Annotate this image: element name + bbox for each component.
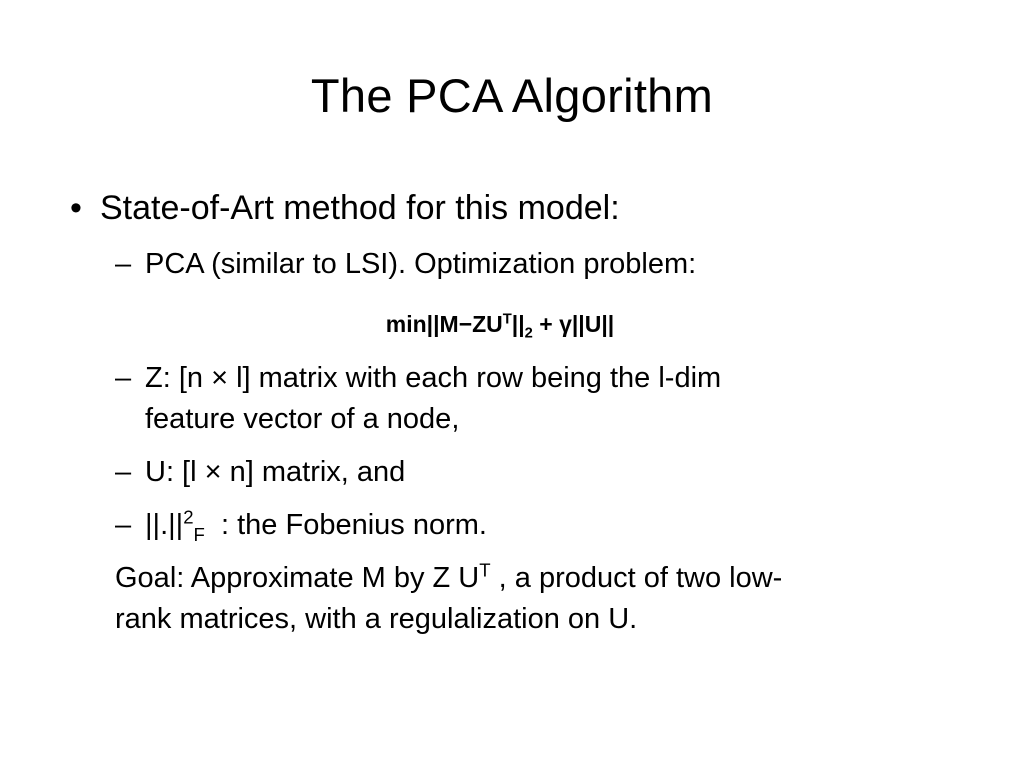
goal-part1: Goal: Approximate M by Z U [115, 562, 480, 594]
slide-title: The PCA Algorithm [310, 69, 714, 122]
norm-prefix: ||.|| [145, 509, 184, 541]
subitem-z-continuation: feature vector of a node, [145, 403, 460, 435]
optimization-formula [0, 306, 1000, 342]
norm-superscript: 2 [183, 506, 194, 528]
subitem-z-text: Z: [n × l] matrix with each row being the l-dim [145, 362, 722, 394]
bullet-text: State-of-Art method for this model: [100, 189, 620, 227]
goal-part2: , a product of two low- [490, 562, 783, 594]
norm-suffix: : the Fobenius norm. [204, 509, 487, 541]
subitem-u-text: U: [l × n] matrix, and [145, 456, 406, 488]
formula-transpose: T [502, 311, 512, 328]
dash-marker: – [115, 362, 132, 394]
formula-part3: + γ||U|| [532, 311, 615, 337]
dash-marker: – [115, 248, 132, 280]
goal-line-1 [115, 558, 782, 598]
subitem-norm [115, 505, 487, 545]
bullet-state-of-art [70, 186, 620, 230]
subitem-pca-text: PCA (similar to LSI). Optimization problem: [145, 248, 697, 280]
subitem-pca [115, 244, 696, 284]
dash-marker: – [115, 509, 132, 541]
subitem-z [115, 358, 721, 398]
dash-marker: – [115, 456, 132, 488]
bullet-marker: • [70, 189, 82, 227]
formula-subscript: 2 [524, 325, 533, 342]
goal-line-2: rank matrices, with a regulalization on U. [115, 603, 638, 635]
subitem-u [115, 452, 405, 492]
formula-part2: || [511, 311, 525, 337]
goal-transpose: T [479, 559, 491, 581]
norm-subscript: F [193, 523, 205, 545]
formula-part1: min||M−ZU [385, 311, 503, 337]
